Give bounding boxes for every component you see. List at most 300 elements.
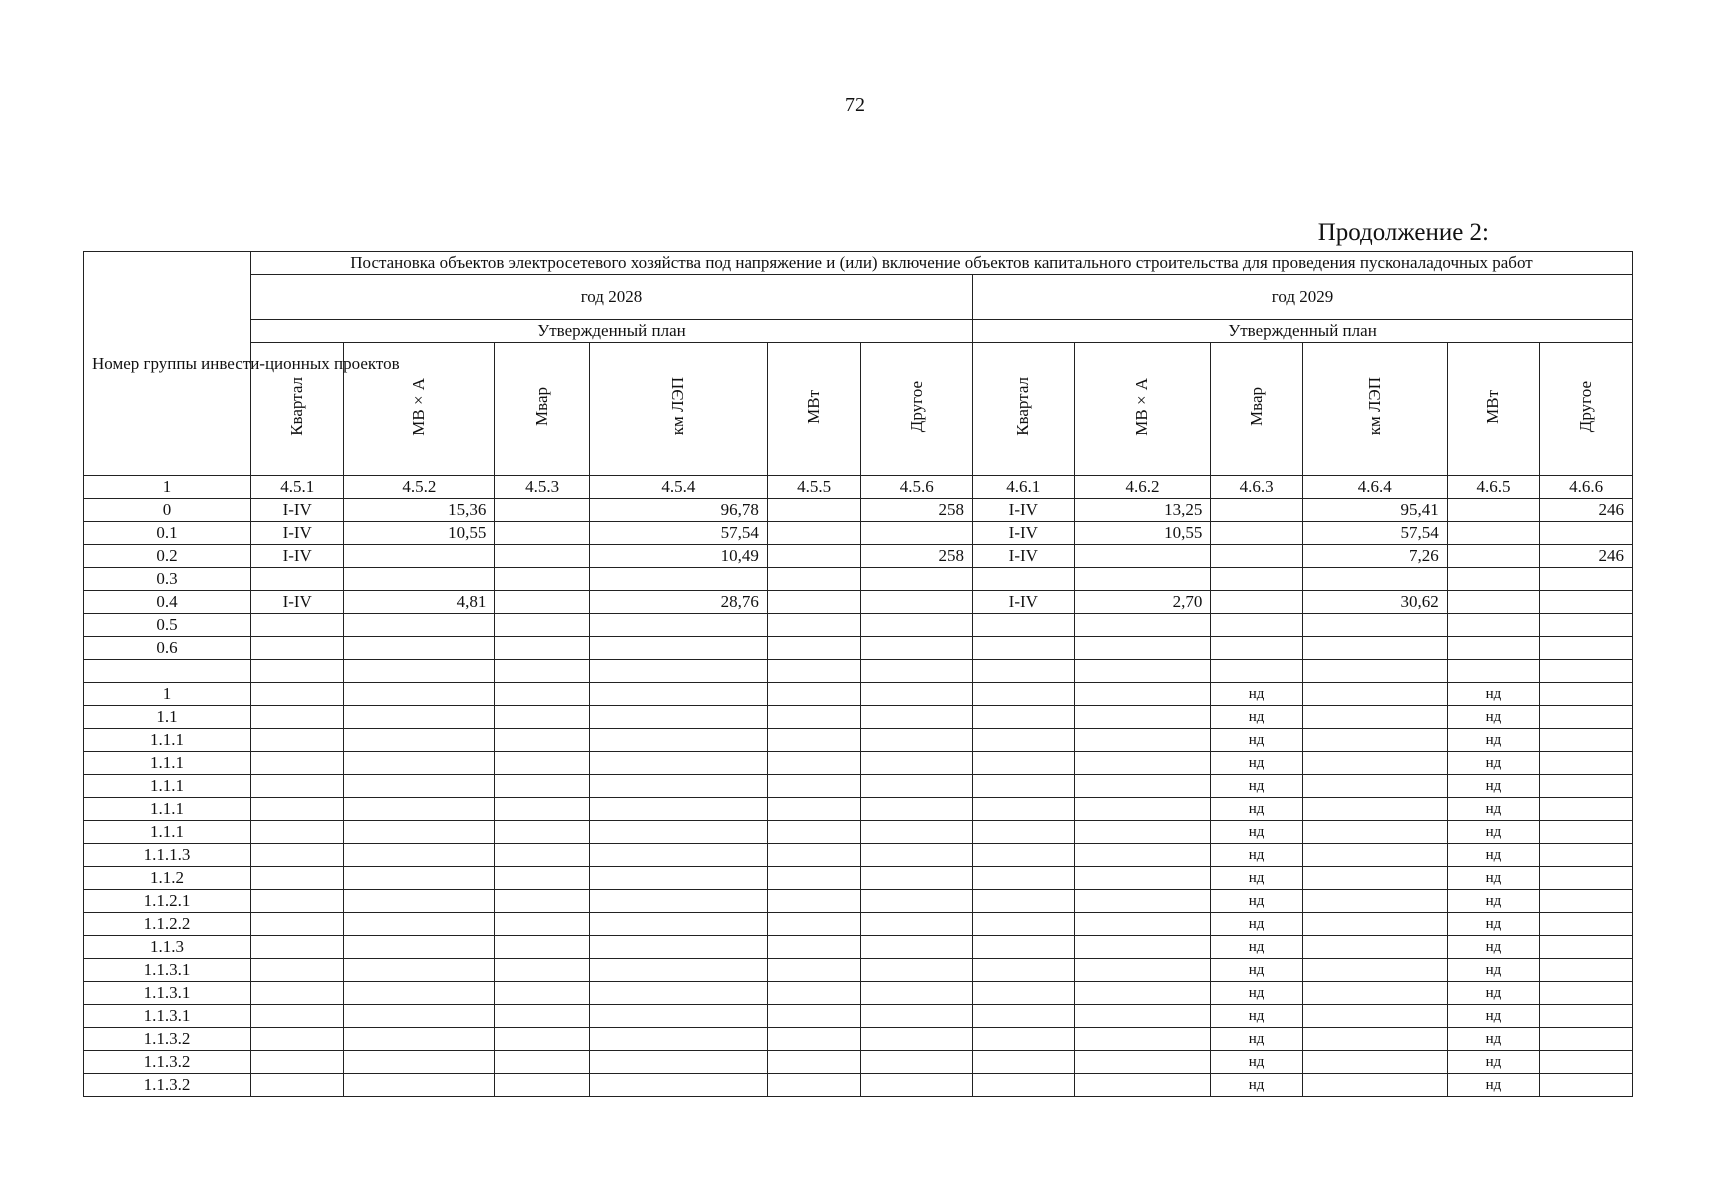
table-cell: нд	[1447, 867, 1540, 890]
table-row	[84, 1051, 1633, 1074]
table-cell	[250, 568, 344, 591]
table-cell	[1447, 568, 1540, 591]
table-cell	[767, 614, 861, 637]
table-cell	[1302, 1028, 1447, 1051]
table-cell	[589, 1074, 767, 1097]
table-cell: I-IV	[250, 545, 344, 568]
table-cell	[1211, 499, 1303, 522]
table-cell	[589, 1005, 767, 1028]
table-cell: I-IV	[973, 499, 1075, 522]
table-cell	[344, 660, 495, 683]
table-cell	[344, 545, 495, 568]
table-cell	[1447, 591, 1540, 614]
table-cell	[1302, 959, 1447, 982]
group-number-cell: 1.1.3.1	[84, 959, 251, 982]
table-cell: I-IV	[973, 545, 1075, 568]
metric-header	[1302, 343, 1447, 476]
column-number-cell: 4.5.4	[589, 476, 767, 499]
table-cell	[973, 614, 1075, 637]
table-cell	[1302, 752, 1447, 775]
table-cell	[1302, 637, 1447, 660]
table-cell	[495, 913, 590, 936]
group-number-cell: 1.1.1	[84, 821, 251, 844]
metric-header	[495, 343, 590, 476]
table-cell	[495, 821, 590, 844]
table-cell	[495, 660, 590, 683]
table-cell	[1074, 660, 1211, 683]
table-cell: нд	[1211, 752, 1303, 775]
table-cell: нд	[1447, 982, 1540, 1005]
table-cell	[1540, 1074, 1633, 1097]
table-cell	[589, 683, 767, 706]
table-cell	[767, 522, 861, 545]
table-cell	[1211, 545, 1303, 568]
table-cell	[1074, 752, 1211, 775]
table-cell: 96,78	[589, 499, 767, 522]
table-cell: нд	[1211, 1028, 1303, 1051]
table-cell	[495, 683, 590, 706]
table-cell: нд	[1447, 1028, 1540, 1051]
table-cell	[973, 890, 1075, 913]
table-cell	[767, 1051, 861, 1074]
table-cell	[1447, 660, 1540, 683]
table-cell	[973, 798, 1075, 821]
table-cell: 7,26	[1302, 545, 1447, 568]
table-cell	[1540, 522, 1633, 545]
table-cell	[495, 752, 590, 775]
table-cell	[973, 982, 1075, 1005]
table-cell	[861, 959, 973, 982]
table-cell	[1074, 798, 1211, 821]
table-cell: нд	[1211, 729, 1303, 752]
group-number-cell: 0.1	[84, 522, 251, 545]
table-cell	[1211, 522, 1303, 545]
table-row	[84, 890, 1633, 913]
table-cell	[344, 1028, 495, 1051]
table-cell	[589, 1028, 767, 1051]
table-cell	[589, 890, 767, 913]
table-cell	[1540, 706, 1633, 729]
group-number-cell: 1.1.1	[84, 798, 251, 821]
table-cell	[589, 982, 767, 1005]
table-cell	[250, 1005, 344, 1028]
table-cell	[1074, 775, 1211, 798]
table-row	[84, 775, 1633, 798]
table-cell: нд	[1447, 1074, 1540, 1097]
table-cell	[250, 798, 344, 821]
table-cell	[973, 936, 1075, 959]
table-cell	[767, 499, 861, 522]
table-cell	[344, 729, 495, 752]
table-cell	[344, 1051, 495, 1074]
table-cell	[1302, 982, 1447, 1005]
table-cell	[767, 890, 861, 913]
table-cell	[495, 936, 590, 959]
metric-header-label: Другое	[1576, 380, 1596, 433]
table-cell	[861, 798, 973, 821]
table-cell	[861, 729, 973, 752]
table-cell	[589, 1051, 767, 1074]
table-cell	[589, 821, 767, 844]
table-cell	[861, 660, 973, 683]
table-row	[84, 729, 1633, 752]
table-cell	[861, 683, 973, 706]
table-cell	[973, 844, 1075, 867]
table-cell	[589, 614, 767, 637]
table-cell	[1302, 614, 1447, 637]
table-cell	[767, 1028, 861, 1051]
metric-header-label: Другое	[906, 380, 926, 433]
column-number-cell: 4.6.6	[1540, 476, 1633, 499]
year-2029-header: год 2029	[973, 275, 1633, 320]
group-number-cell: 0.6	[84, 637, 251, 660]
table-cell: нд	[1447, 844, 1540, 867]
table-cell: нд	[1211, 890, 1303, 913]
table-cell	[495, 591, 590, 614]
table-cell	[1447, 499, 1540, 522]
table-cell: I-IV	[973, 522, 1075, 545]
table-cell: нд	[1447, 706, 1540, 729]
table-cell	[344, 867, 495, 890]
table-cell	[589, 706, 767, 729]
table-cell	[861, 844, 973, 867]
table-row	[84, 683, 1633, 706]
metric-header-label: км ЛЭП	[1364, 377, 1384, 436]
table-cell	[495, 1074, 590, 1097]
table-cell	[495, 1028, 590, 1051]
group-number-cell: 1.1.3.2	[84, 1051, 251, 1074]
table-cell	[250, 821, 344, 844]
table-cell	[767, 821, 861, 844]
table-cell	[767, 982, 861, 1005]
table-cell	[861, 867, 973, 890]
table-cell	[589, 729, 767, 752]
table-cell	[767, 959, 861, 982]
table-cell	[1074, 867, 1211, 890]
table-cell	[1540, 1028, 1633, 1051]
table-cell	[767, 545, 861, 568]
group-number-cell: 1.1.3	[84, 936, 251, 959]
table-cell	[1302, 1051, 1447, 1074]
table-cell	[1302, 660, 1447, 683]
table-cell	[973, 660, 1075, 683]
table-row	[84, 568, 1633, 591]
table-cell	[1211, 591, 1303, 614]
table-cell	[1540, 844, 1633, 867]
table-cell	[767, 867, 861, 890]
table-cell	[861, 1028, 973, 1051]
table-cell	[973, 1005, 1075, 1028]
table-cell	[1540, 729, 1633, 752]
table-cell	[495, 959, 590, 982]
table-cell	[250, 614, 344, 637]
table-cell: нд	[1211, 798, 1303, 821]
table-cell	[250, 683, 344, 706]
table-cell	[495, 522, 590, 545]
table-cell	[250, 913, 344, 936]
table-cell	[973, 1074, 1075, 1097]
table-cell	[1302, 798, 1447, 821]
table-cell	[861, 890, 973, 913]
table-row	[84, 982, 1633, 1005]
group-number-cell: 1.1.2.1	[84, 890, 251, 913]
table-cell: нд	[1447, 683, 1540, 706]
metric-header	[1447, 343, 1540, 476]
table-cell	[589, 660, 767, 683]
table-cell	[1074, 637, 1211, 660]
table-cell	[1074, 936, 1211, 959]
table-cell: нд	[1447, 752, 1540, 775]
table-cell: 28,76	[589, 591, 767, 614]
table-cell	[1540, 752, 1633, 775]
group-number-cell: 0	[84, 499, 251, 522]
table-cell	[1074, 1005, 1211, 1028]
table-cell	[344, 936, 495, 959]
metric-header-label: Квартал	[287, 377, 307, 436]
metric-header-label: МВт	[804, 389, 824, 424]
table-cell	[344, 1074, 495, 1097]
table-cell	[1074, 982, 1211, 1005]
investment-table	[83, 251, 1633, 1097]
table-cell	[495, 844, 590, 867]
table-cell	[1074, 1028, 1211, 1051]
table-row	[84, 913, 1633, 936]
table-cell	[1540, 821, 1633, 844]
table-cell	[767, 775, 861, 798]
table-cell	[767, 1074, 861, 1097]
table-cell	[344, 752, 495, 775]
table-cell	[973, 729, 1075, 752]
table-cell: I-IV	[250, 522, 344, 545]
table-cell	[1302, 844, 1447, 867]
table-cell	[1302, 936, 1447, 959]
table-cell: нд	[1447, 959, 1540, 982]
table-cell: нд	[1211, 1074, 1303, 1097]
table-cell	[250, 637, 344, 660]
table-cell	[973, 775, 1075, 798]
table-cell: нд	[1211, 844, 1303, 867]
table-cell	[495, 637, 590, 660]
table-cell: нд	[1211, 1005, 1303, 1028]
table-cell	[250, 1028, 344, 1051]
table-row	[84, 637, 1633, 660]
table-row	[84, 1005, 1633, 1028]
table-cell: нд	[1211, 959, 1303, 982]
table-cell	[767, 568, 861, 591]
column-number-cell: 4.6.5	[1447, 476, 1540, 499]
table-row	[84, 752, 1633, 775]
table-cell	[1302, 821, 1447, 844]
table-cell	[861, 568, 973, 591]
table-cell	[973, 706, 1075, 729]
table-cell	[1540, 660, 1633, 683]
table-cell	[767, 660, 861, 683]
table-cell	[1074, 545, 1211, 568]
table-cell	[1074, 844, 1211, 867]
table-cell: 10,49	[589, 545, 767, 568]
table-cell	[861, 913, 973, 936]
table-cell	[344, 637, 495, 660]
table-cell	[495, 1005, 590, 1028]
table-cell	[250, 706, 344, 729]
table-cell	[1540, 1005, 1633, 1028]
plan-2029-header: Утвержденный план	[973, 320, 1633, 343]
table-cell	[861, 775, 973, 798]
table-cell	[1540, 867, 1633, 890]
group-number-header: Номер группы инвести-ционных проектов	[84, 252, 251, 476]
table-cell: 57,54	[1302, 522, 1447, 545]
table-cell	[495, 775, 590, 798]
table-cell: 258	[861, 545, 973, 568]
group-number-cell: 1.1.2.2	[84, 913, 251, 936]
table-cell	[1540, 775, 1633, 798]
continuation-label: Продолжение 2:	[1317, 219, 1489, 246]
group-number-cell: 0.5	[84, 614, 251, 637]
group-number-cell: 0.3	[84, 568, 251, 591]
table-cell	[1540, 959, 1633, 982]
table-cell	[495, 890, 590, 913]
table-row	[84, 706, 1633, 729]
table-cell	[344, 683, 495, 706]
metric-header	[589, 343, 767, 476]
table-cell: нд	[1211, 867, 1303, 890]
group-number-cell: 1.1.3.1	[84, 1005, 251, 1028]
column-number-cell: 4.5.5	[767, 476, 861, 499]
table-cell	[495, 867, 590, 890]
table-cell	[973, 568, 1075, 591]
table-cell	[861, 936, 973, 959]
table-cell	[973, 959, 1075, 982]
table-cell	[250, 959, 344, 982]
table-cell	[861, 637, 973, 660]
table-cell	[1074, 683, 1211, 706]
table-cell: нд	[1447, 913, 1540, 936]
column-number-cell: 4.6.2	[1074, 476, 1211, 499]
table-row	[84, 959, 1633, 982]
table-cell: 4,81	[344, 591, 495, 614]
table-cell	[767, 729, 861, 752]
table-cell	[1302, 890, 1447, 913]
table-cell	[861, 821, 973, 844]
table-cell	[250, 660, 344, 683]
table-cell	[973, 913, 1075, 936]
table-cell	[495, 706, 590, 729]
table-cell	[589, 637, 767, 660]
column-number-cell: 4.6.4	[1302, 476, 1447, 499]
column-number-cell: 4.5.6	[861, 476, 973, 499]
table-cell	[589, 568, 767, 591]
group-number-cell: 1.1.3.2	[84, 1028, 251, 1051]
table-cell	[1540, 936, 1633, 959]
table-cell	[589, 913, 767, 936]
table-cell	[250, 936, 344, 959]
table-cell	[861, 1005, 973, 1028]
metric-header	[1540, 343, 1633, 476]
table-cell	[495, 1051, 590, 1074]
table-cell	[1447, 522, 1540, 545]
table-cell	[495, 614, 590, 637]
table-cell	[1302, 729, 1447, 752]
table-cell: 246	[1540, 545, 1633, 568]
table-cell: нд	[1447, 729, 1540, 752]
table-cell	[250, 752, 344, 775]
table-row	[84, 867, 1633, 890]
table-cell: 30,62	[1302, 591, 1447, 614]
table-cell: нд	[1447, 1005, 1540, 1028]
metric-header-label: Мвар	[532, 387, 552, 426]
table-cell	[495, 729, 590, 752]
table-cell	[250, 982, 344, 1005]
column-number-cell: 4.6.1	[973, 476, 1075, 499]
table-cell	[973, 1028, 1075, 1051]
group-number-cell: 1.1.3.2	[84, 1074, 251, 1097]
table-title: Постановка объектов электросетевого хозяйства под напряжение и (или) включение объектов капитального строительства для проведения пусконаладочных работ	[250, 252, 1632, 275]
table-cell: I-IV	[250, 591, 344, 614]
group-number-cell: 0.4	[84, 591, 251, 614]
table-cell: нд	[1211, 706, 1303, 729]
table-cell	[1302, 683, 1447, 706]
table-cell	[344, 959, 495, 982]
table-cell	[1447, 545, 1540, 568]
table-cell	[495, 982, 590, 1005]
table-cell: 57,54	[589, 522, 767, 545]
group-number-cell	[84, 660, 251, 683]
table-cell: нд	[1211, 683, 1303, 706]
table-cell	[250, 867, 344, 890]
table-cell	[861, 591, 973, 614]
table-row	[84, 660, 1633, 683]
plan-2028-header: Утвержденный план	[250, 320, 972, 343]
table-cell	[1302, 568, 1447, 591]
table-cell	[973, 1051, 1075, 1074]
table-cell: 10,55	[1074, 522, 1211, 545]
table-cell	[861, 1074, 973, 1097]
table-cell	[1540, 890, 1633, 913]
table-cell	[767, 752, 861, 775]
column-number-cell: 1	[84, 476, 251, 499]
table-cell: 13,25	[1074, 499, 1211, 522]
table-cell	[589, 752, 767, 775]
table-cell	[767, 637, 861, 660]
table-cell	[589, 775, 767, 798]
table-cell: 15,36	[344, 499, 495, 522]
metric-header-label: Мвар	[1246, 387, 1266, 426]
table-row	[84, 545, 1633, 568]
table-cell	[973, 821, 1075, 844]
table-cell	[344, 568, 495, 591]
table-cell	[861, 752, 973, 775]
table-cell	[1211, 568, 1303, 591]
table-cell	[1302, 706, 1447, 729]
metric-header-label: МВ×А	[409, 377, 429, 436]
table-body	[84, 499, 1633, 1097]
table-cell	[1447, 614, 1540, 637]
table-cell	[495, 499, 590, 522]
table-cell	[767, 844, 861, 867]
table-cell	[1211, 660, 1303, 683]
table-cell	[1540, 568, 1633, 591]
table-cell	[250, 1074, 344, 1097]
table-row	[84, 936, 1633, 959]
column-number-cell: 4.6.3	[1211, 476, 1303, 499]
table-cell	[344, 913, 495, 936]
table-cell	[344, 706, 495, 729]
table-cell: нд	[1211, 913, 1303, 936]
table-cell	[1540, 913, 1633, 936]
metric-header-label: МВт	[1483, 389, 1503, 424]
table-cell: I-IV	[973, 591, 1075, 614]
table-row	[84, 499, 1633, 522]
